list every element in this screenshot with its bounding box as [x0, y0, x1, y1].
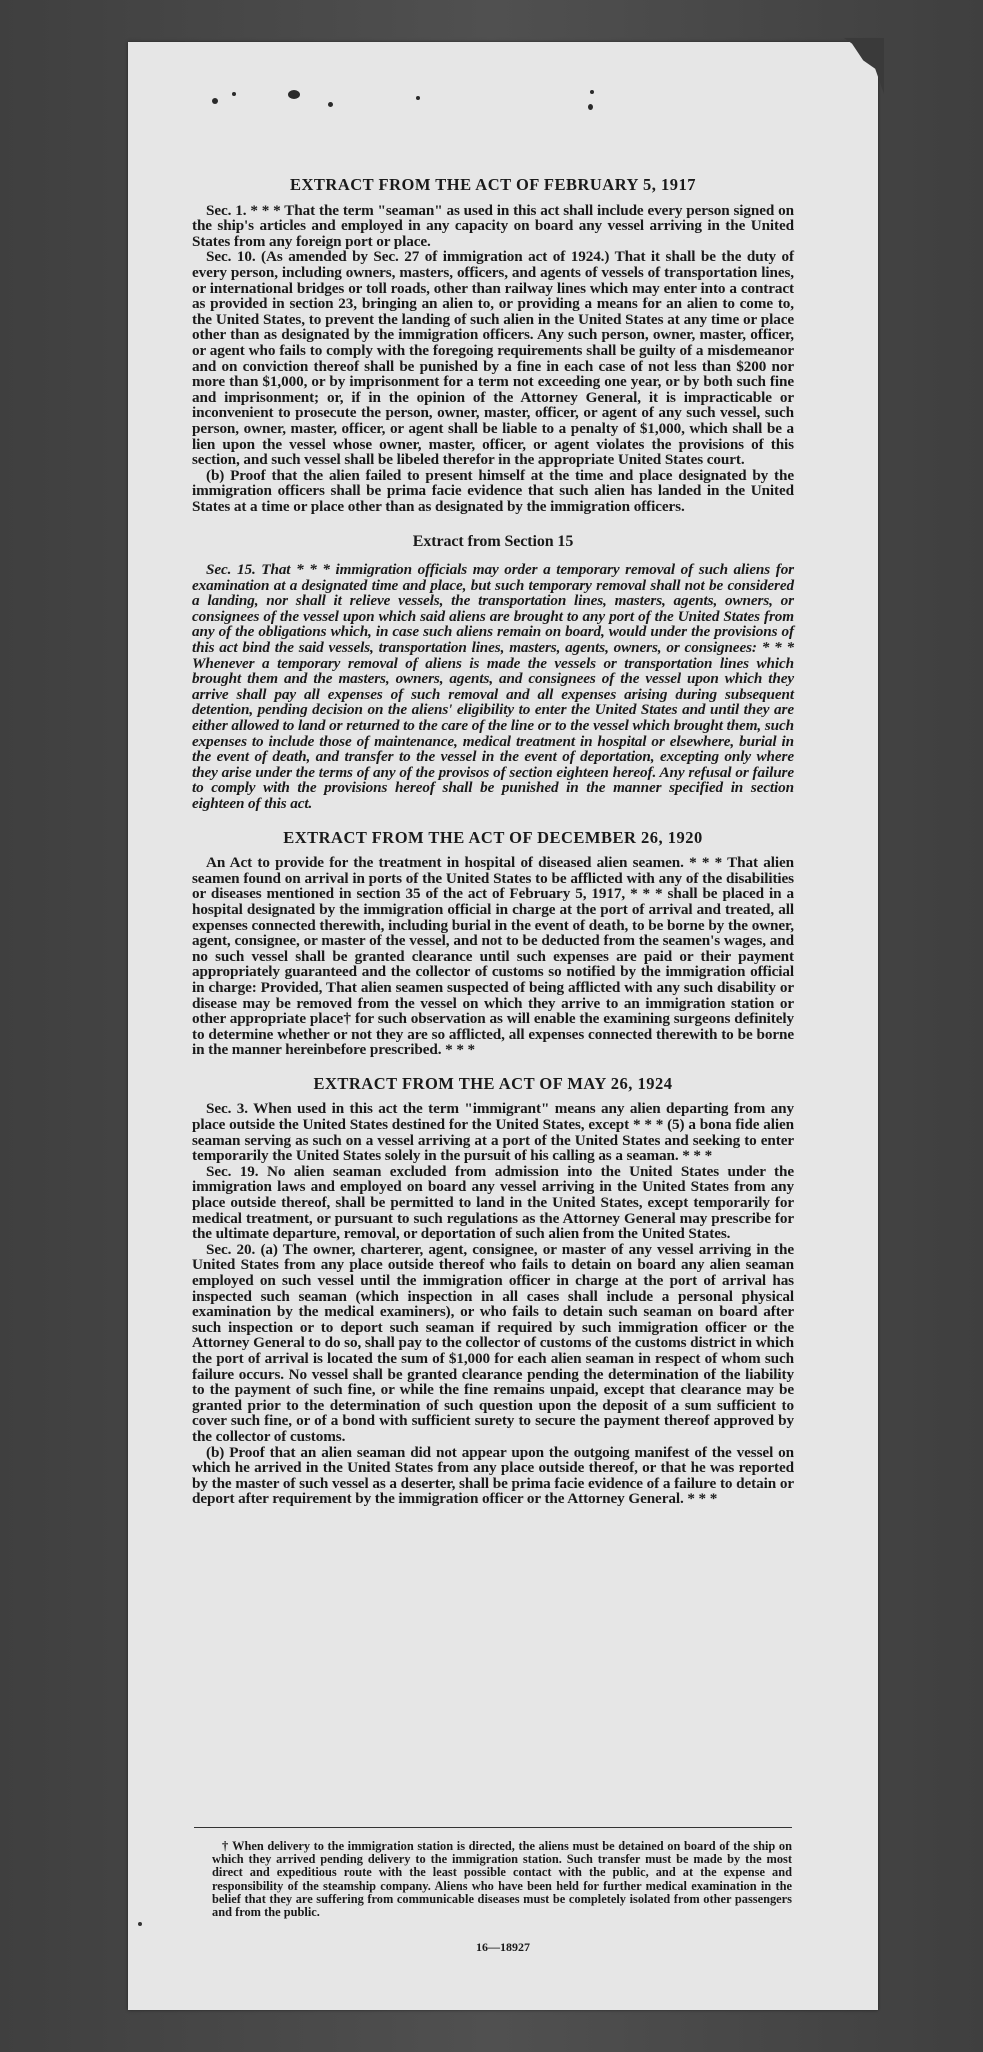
scan-speck	[590, 90, 594, 94]
form-code: 16—18927	[476, 1940, 530, 1954]
scan-speck	[232, 92, 236, 96]
paragraph: Sec. 15. That * * * immigration officials may order a temporary removal of such aliens for examination at a designated time and place, but such temporary removal shall not be considered a landing, nor shall it relieve vessels, the transportation lines, masters, agents, owners, or consignees of the vessel upon which said aliens are brought to any port of the United States from any of the obligations which, in case such aliens remain on board, would under the provisions of this act bind the said vessels, transportation lines, masters, agents, owners, or consignees: * * * Whenever a temporary removal of aliens is made the vessels or transportation lines which brought them and the masters, owners, agents, and consignees of the vessel upon which they arrive shall pay all expenses of such removal and all expenses arising during subsequent detention, pending decision on the aliens' eligibility to enter the United States and until they are either allowed to land or returned to the care of the line or to the vessel which brought them, such expenses to include those of maintenance, medical treatment in hospital or elsewhere, burial in the event of death, and transfer to the vessel in the event of deportation, excepting only where they arise under the terms of any of the provisos of section eighteen hereof. Any refusal or failure to comply with the provisions hereof shall be punished in the manner specified in section eighteen of this act.	[192, 561, 794, 812]
footnote-divider	[194, 1827, 792, 1828]
document-body	[192, 177, 794, 1525]
paragraph: Sec. 20. (a) The owner, charterer, agent, consignee, or master of any vessel arriving in the United States from any place outside thereof who fails to detain on board any alien seaman employed on such vessel until the immigration officer in charge at the port of arrival has inspected such seaman (which inspection in all cases shall include a personal physical examination by the medical examiners), or who fails to detain such seaman on board after such inspection or to deport such seaman if required by such immigration officer or the Attorney General to do so, shall pay to the collector of customs of the customs district in which the port of arrival is located the sum of $1,000 for each alien seaman in respect of whom such failure occurs. No vessel shall be granted clearance pending the determination of the liability to the payment of such fine, or while the fine remains unpaid, except that clearance may be granted prior to the determination of such question upon the deposit of a sum sufficient to cover such fine, or of a bond with sufficient surety to secure the payment thereof approved by the collector of customs.	[192, 1240, 794, 1445]
scan-speck	[288, 90, 300, 99]
paragraph: Sec. 19. No alien seaman excluded from admission into the United States under the immigration laws and employed on board any vessel arriving in the United States from any place outside thereof, shall be permitted to land in the United States, except temporarily for medical treatment, or pursuant to such regulations as the Attorney General may prescribe for the ultimate departure, removal, or deportation of such alien from the United States.	[192, 1162, 794, 1243]
paragraph: Sec. 3. When used in this act the term "immigrant" means any alien departing from any place outside the United States destined for the United States, except * * * (5) a bona fide alien seaman serving as such on a vessel arriving at a port of the United States and seeking to enter temporarily the United States solely in the pursuit of his calling as a seaman. * * *	[192, 1100, 794, 1165]
section-subheading: Extract from Section 15	[412, 533, 574, 551]
paragraph: Sec. 10. (As amended by Sec. 27 of immigration act of 1924.) That it shall be the duty of every person, including owners, masters, officers, and agents of vessels of transportation lines, or international bridges or toll roads, other than railway lines which may enter into a contract as provided in section 23, bringing an alien to, or providing a means for an alien to come to, the United States, to prevent the landing of such alien in the United States at any time or place other than as designated by the immigration officers. Any such person, owner, master, officer, or agent who fails to comply with the foregoing requirements shall be guilty of a misdemeanor and on conviction thereof shall be punished by a fine in each case of not less than $200 nor more than $1,000, or by imprisonment for a term not exceeding one year, or by both such fine and imprisonment; or, if in the opinion of the Attorney General, it is impracticable or inconvenient to prosecute the person, owner, master, officer, or agent of any such vessel, such person, owner, master, officer, or agent shall be liable to a penalty of $1,000, which shall be a lien upon the vessel whose owner, master, officer, or agent violates the provisions of this section, and such vessel shall be libeled therefor in the appropriate United States court.	[192, 248, 794, 469]
paragraph: An Act to provide for the treatment in hospital of diseased alien seamen. * * * That alien seamen found on arrival in ports of the United States to be afflicted with any of the disabilities or diseases mentioned in section 35 of the act of February 5, 1917, * * * shall be placed in a hospital designated by the immigration official in charge at the port of arrival and treated, all expenses connected therewith, including burial in the event of death, to be borne by the owner, agent, consignee, or master of the vessel, and not to be deducted from the seamen's wages, and no such vessel shall be granted clearance until such expenses are paid or their payment appropriately guaranteed and the collector of customs so notified by the immigration official in charge: Provided, That alien seamen suspected of being afflicted with any such disability or disease may be removed from the vessel on which they arrive to an immigration station or other appropriate place† for such observation as will enable the examining surgeons definitely to determine whether or not they are so afflicted, all expenses connected therewith to be borne in the manner hereinbefore prescribed. * * *	[192, 854, 794, 1059]
footnote	[212, 1840, 792, 1919]
paragraph: (b) Proof that an alien seaman did not appear upon the outgoing manifest of the vessel on which he arrived in the United States from any place outside thereof, or that he was reported by the master of such vessel as a deserter, shall be prima facie evidence of a failure to detain or deport after requirement by the immigration officer or the Attorney General. * * *	[192, 1443, 794, 1508]
scan-speck	[416, 96, 420, 100]
extract-section-15	[192, 534, 794, 811]
torn-corner	[844, 38, 884, 94]
document-page	[128, 42, 878, 2010]
scan-speck	[212, 98, 218, 104]
extract-1917	[192, 177, 794, 514]
extract-1924	[192, 1073, 794, 1508]
footnote-text: † When delivery to the immigration station is directed, the aliens must be detained on board of the ship on which they arrived pending delivery to the immigration station. Such transfer must be made by the most direct and expeditious route with the least possible contact with the public, and at the expense and responsibility of the steamship company. Aliens who have been held for further medical examination in the belief that they are suffering from communicable diseases must be completely isolated from other passengers and from the public.	[212, 1839, 792, 1920]
section-heading: EXTRACT FROM THE ACT OF MAY 26, 1924	[313, 1073, 673, 1093]
scan-speck	[138, 1922, 142, 1926]
paragraph: Sec. 1. * * * That the term "seaman" as used in this act shall include every person signed on the ship's articles and employed in any capacity on board any vessel arriving in the United States from any foreign port or place.	[192, 201, 794, 250]
scan-speck	[328, 102, 333, 107]
section-heading: EXTRACT FROM THE ACT OF DECEMBER 26, 1920	[283, 827, 703, 847]
paragraph: (b) Proof that the alien failed to present himself at the time and place designated by the immigration officers shall be prima facie evidence that such alien has landed in the United States at a time or place other than as designated by the immigration officers.	[192, 466, 794, 515]
scan-speck	[588, 104, 593, 110]
section-heading: EXTRACT FROM THE ACT OF FEBRUARY 5, 1917	[290, 175, 696, 194]
extract-1920	[192, 827, 794, 1059]
